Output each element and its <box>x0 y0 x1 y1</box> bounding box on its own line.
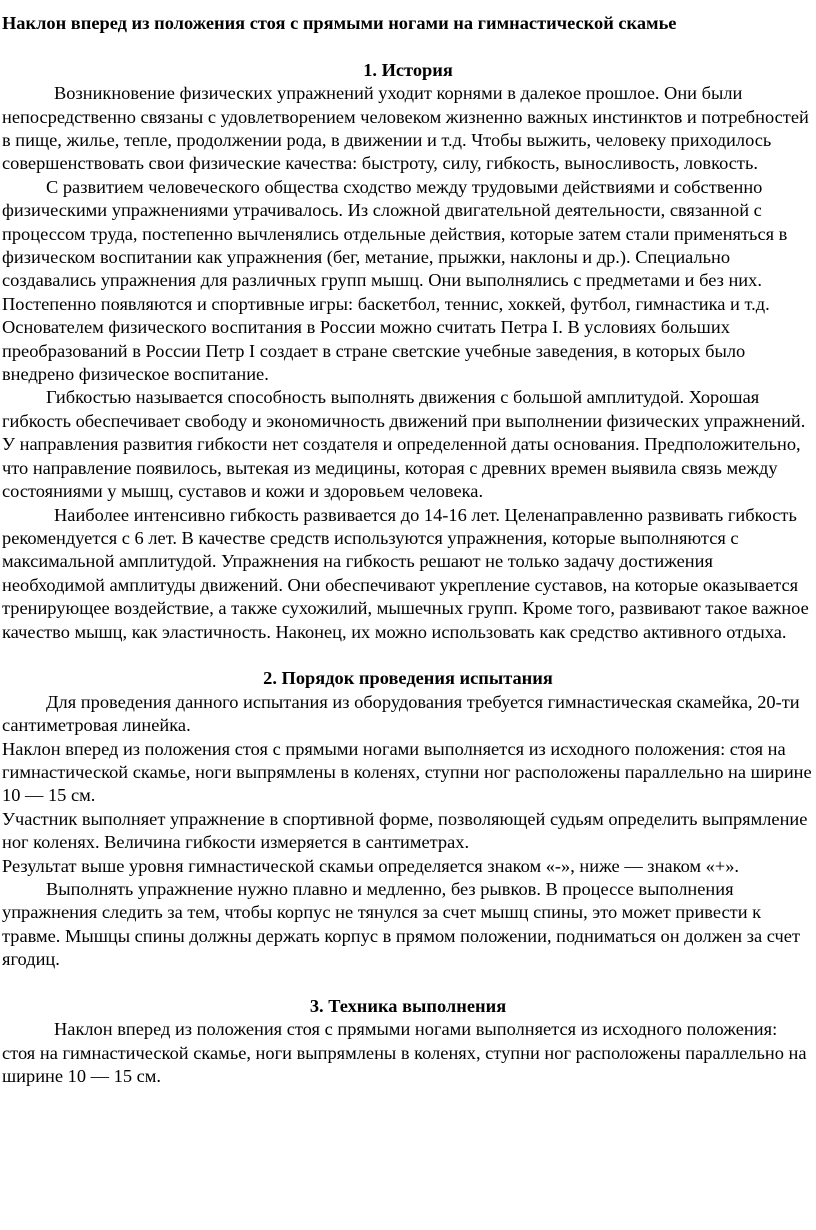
history-paragraph: Наиболее интенсивно гибкость развивается до 14-16 лет. Целенаправленно развивать гибкость рекомендуется с 6 лет. В качестве средств используются упражнения, которые выполняются с максимальной амплитудой. Упражнения на гибкость решают не только задачу достижения необходимой амплитуды движений. Они обеспечивают укрепление суставов, на которые оказывается тренирующее воздействие, а также сухожилий, мышечных групп. Кроме того, развивают такое важное качество мышц, как эластичность. Наконец, их можно использовать как средство активного отдыха. <box>2 504 809 642</box>
procedure-paragraph: Для проведения данного испытания из оборудования требуется гимнастическая скамейка, 20-ти сантиметровая линейка. <box>2 691 800 736</box>
section-procedure-heading: 2. Порядок проведения испытания <box>263 668 553 689</box>
procedure-paragraph: Участник выполняет упражнение в спортивной форме, позволяющей судьям определить выпрямление ног коленях. Величина гибкости измеряется в сантиметрах. <box>2 808 808 853</box>
history-paragraph: Возникновение физических упражнений уходит корнями в далекое прошлое. Они были непосредственно связаны с удовлетворением человеком жизненно важных инстинктов и потребностей в пище, жилье, тепле, продолжении рода, в движении и т.д. Чтобы выжить, человеку приходилось совершенствовать свои физические качества: быстроту, силу, гибкость, выносливость, ловкость. <box>2 83 809 174</box>
procedure-paragraph: Наклон вперед из положения стоя с прямыми ногами выполняется из исходного положения: стоя на гимнастической скамье, ноги выпрямлены в коленях, ступни ног расположены параллельно на ширине 10 — 15 см. <box>2 738 812 806</box>
history-paragraph: Гибкостью называется способность выполнять движения с большой амплитудой. Хорошая гибкость обеспечивает свободу и экономичность движений при выполнении физических упражнений. У направления развития гибкости нет создателя и определенной даты основания. Предположительно, что направление появилось, вытекая из медицины, которая с древних времен выявила связь между состояниями у мышц, суставов и кожи и здоровьем человека. <box>2 387 806 502</box>
history-paragraph: Основателем физического воспитания в России можно считать Петра I. В условиях больших преобразований в России Петр I создает в стране светские учебные заведения, в которых было внедрено физическое воспитание. <box>2 317 746 385</box>
history-paragraph: С развитием человеческого общества сходство между трудовыми действиями и собственно физическими упражнениями утрачивалось. Из сложной двигательной деятельности, связанной с процессом труда, постепенно вычленялись отдельные действия, которые затем стали применяться в физическом воспитании как упражнения (бег, метание, прыжки, наклоны и др.). Специально создавались упражнения для различных групп мышц. Они выполнялись с предметами и без них. Постепенно появляются и спортивные игры: баскетбол, теннис, хоккей, футбол, гимнастика и т.д. <box>2 176 788 314</box>
document-title: Наклон вперед из положения стоя с прямыми ногами на гимнастической скамье <box>2 13 677 33</box>
section-history-heading: 1. История <box>363 59 453 80</box>
technique-paragraph: Наклон вперед из положения стоя с прямыми ногами выполняется из исходного положения: стоя на гимнастической скамье, ноги выпрямлены в коленях, ступни ног расположены параллельно на ширине 10 — 15 см. <box>2 1019 807 1087</box>
section-spacer <box>2 972 814 995</box>
procedure-paragraph: Результат выше уровня гимнастической скамьи определяется знаком «-», ниже — знаком «+». <box>2 855 740 876</box>
procedure-paragraph: Выполнять упражнение нужно плавно и медленно, без рывков. В процессе выполнения упражнения следить за тем, чтобы корпус не тянулся за счет мышц спины, это может привести к травме. Мышцы спины должны держать корпус в прямом положении, подниматься он должен за счет ягодиц. <box>2 879 800 970</box>
section-spacer <box>2 644 814 667</box>
section-technique-heading: 3. Техника выполнения <box>309 996 507 1017</box>
